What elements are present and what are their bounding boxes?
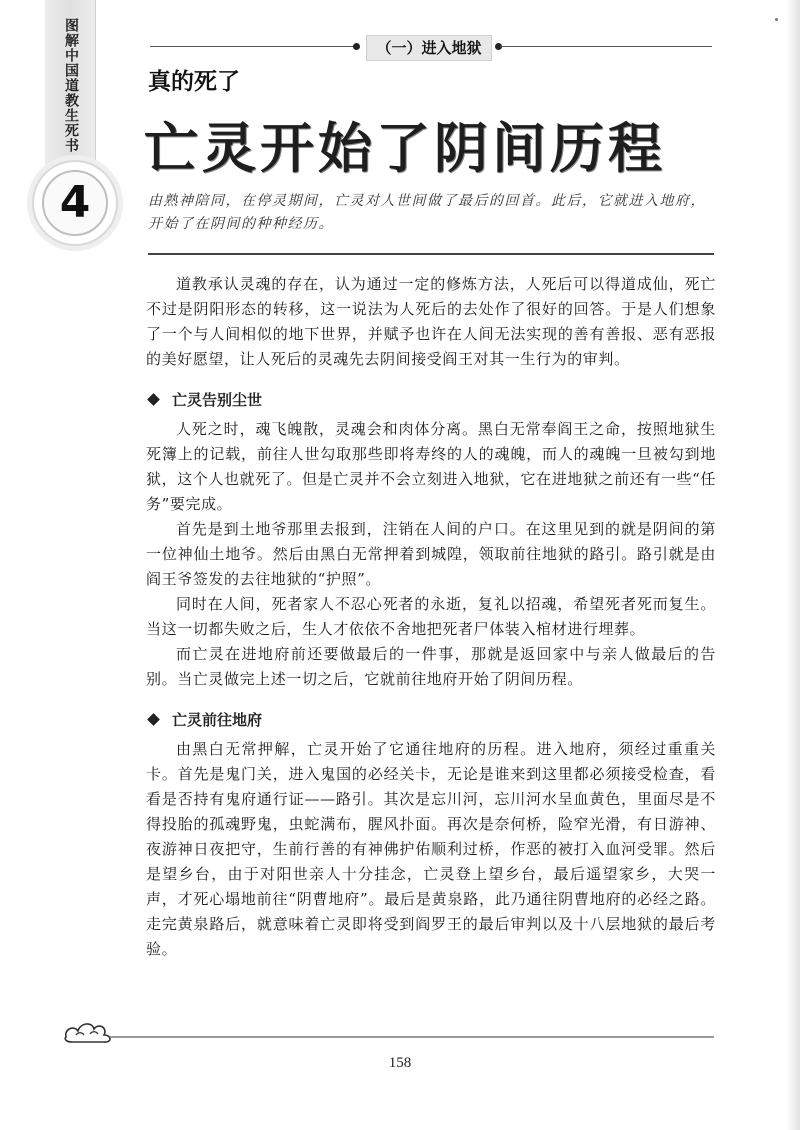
intro-paragraph: 道教承认灵魂的存在，认为通过一定的修炼方法，人死后可以得道成仙，死亡不过是阴阳形态的转移，这一说法为人死后的去处作了很好的回答。于是人们想象了一个与人间相似的地下世界，并赋予也许在人间无法实现的善有善报、恶有恶报的美好愿望，让人死后的灵魂先去阴间接受阎王对其一生行为的审判。 [146,275,716,368]
series-title: 图解中国道教生死书 [63,18,79,153]
diamond-bullet-icon [147,713,160,726]
body-paragraph: 同时在人间，死者家人不忍心死者的永逝，复礼以招魂，希望死者死而复生。当这一切都失败之后，生人才依依不舍地把死者尸体装入棺材进行埋葬。 [146,595,716,638]
section-heading-text: 亡灵告别尘世 [172,390,263,409]
title-kicker: 真的死了 [148,69,240,95]
scan-speck [775,18,778,21]
section-heading-text: 亡灵前往地府 [172,710,263,729]
header-rule-right [500,46,712,47]
chapter-number: 4 [59,177,91,228]
body-paragraph: 由黑白无常押解，亡灵开始了它通往地府的历程。进入地府，须经过重重关卡。首先是鬼门关，进入鬼国的必经关卡，无论是谁来到这里都必须接受检查，看看是否持有鬼府通行证——路引。其次是忘川河，忘川河水呈血黄色，里面尽是不得投胎的孤魂野鬼，虫蛇满布，腥风扑面。再次是奈何桥，险窄光滑，有日游神、夜游神日夜把守，生前行善的有神佛护佑顺利过桥，作恶的被打入血河受罪。然后是望乡台，由于对阳世亲人十分挂念，亡灵登上望乡台，最后遥望家乡，大哭一声，才死心塌地前往“阴曹地府”。最后是黄泉路，此乃通往阴曹地府的必经之路。走完黄泉路后，就意味着亡灵即将受到阎罗王的最后审判以及十八层地狱的最后考验。 [146,740,716,958]
page-number: 158 [388,1055,412,1071]
chapter-badge [32,160,118,246]
body-paragraph: 人死之时，魂飞魄散，灵魂会和肉体分离。黑白无常奉阎王之命，按照地狱生死簿上的记载，前往人世勾取那些即将寿终的人的魂魄，而人的魂魄一旦被勾到地狱，这个人也就死了。但是亡灵并不会立刻进入地狱，它在进地狱之前还有一些“任务”要完成。 [146,420,716,513]
article-body [146,272,716,962]
section-heading [146,384,716,414]
series-side-tab [45,0,96,168]
body-paragraph: 而亡灵在进地府前还要做最后的一件事，那就是返回家中与亲人做最后的告别。当亡灵做完上述一切之后，它就前往地府开始了阴间历程。 [146,645,716,688]
scan-edge-shadow [786,0,800,1130]
section-heading [146,704,716,734]
body-paragraph: 首先是到土地爷那里去报到，注销在人间的户口。在这里见到的就是阴间的第一位神仙土地爷。然后由黑白无常押着到城隍，领取前往地狱的路引。路引就是由阎王爷签发的去往地狱的“护照”。 [146,520,716,588]
diamond-bullet-icon [147,393,160,406]
cloud-ornament-icon [62,1015,116,1045]
header-rule-left [150,46,355,47]
header-dot-left [353,43,360,50]
abstract-text: 由熟神陪同，在停灵期间，亡灵对人世间做了最后的回首。此后，它就进入地府，开始了在阴间的种种经历。 [148,193,706,232]
page-title: 亡灵开始了阴间历程 [144,117,666,180]
abstract-divider [148,253,714,255]
footer-rule [110,1036,714,1038]
section-label: （一）进入地狱 [366,35,492,61]
